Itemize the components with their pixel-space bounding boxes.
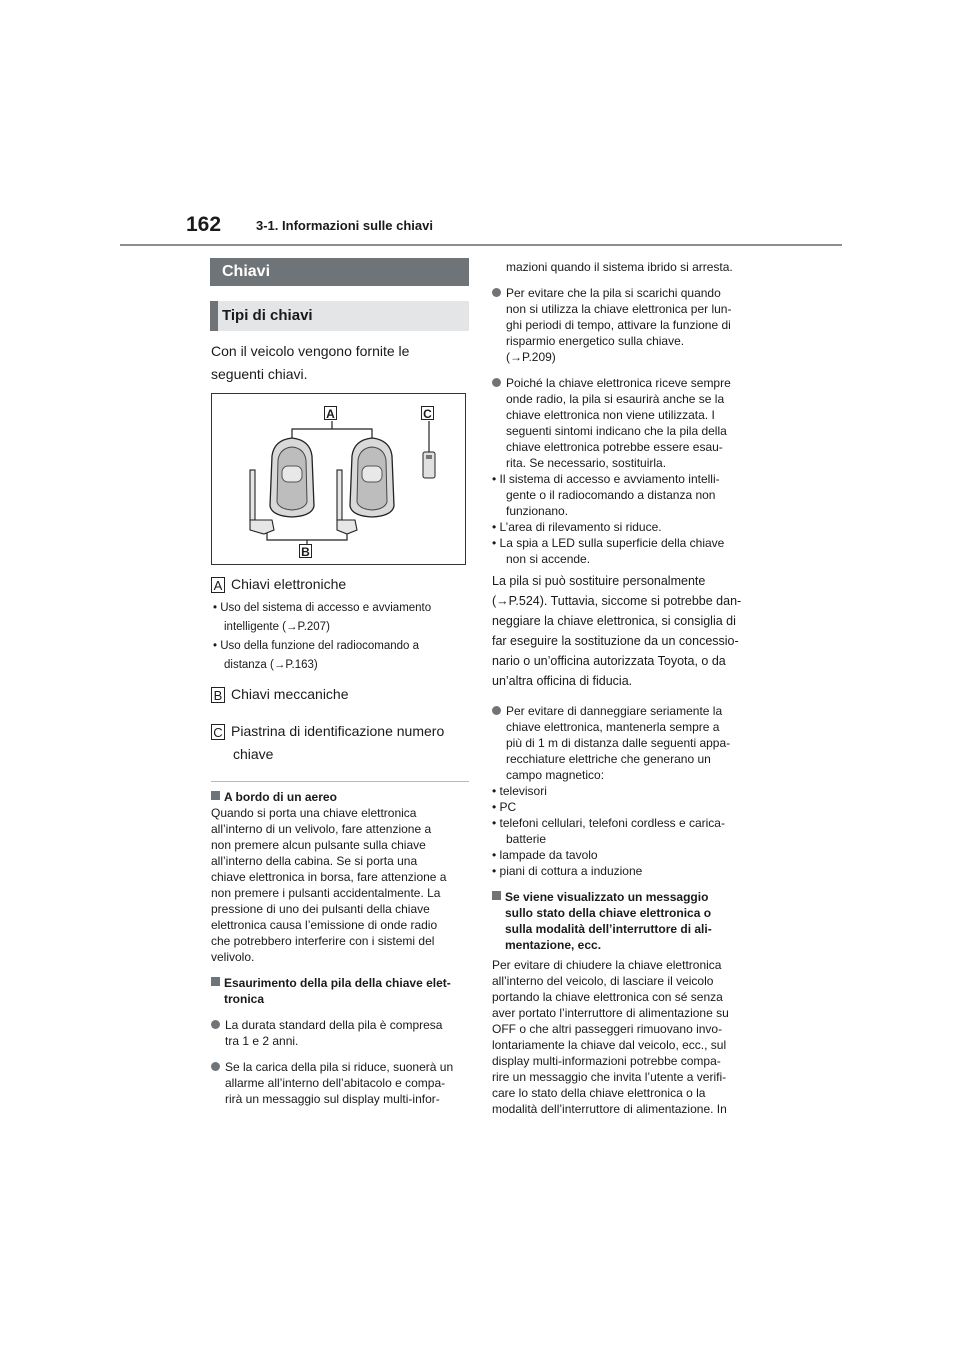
page-number: 162 xyxy=(186,213,222,236)
paragraph-messaggio: Per evitare di chiudere la chiave elettronica all’interno del veicolo, di lasciare il veicolo portando la chiave elettronica con sé senza aver portato l’interruttore di alimentazione su OFF o che altri passeggeri rimuovano invo- lontariamente la chiave dal veicolo, ecc., sul display multi-informazioni potrebbe compa- rire un messaggio che invita l’utente a verifi- care lo stato della chiave elettronica o la modalità dell’interruttore di alimentazione. In xyxy=(492,958,729,1116)
caption-b xyxy=(211,686,349,703)
intro-line: Con il veicolo vengono fornite le xyxy=(211,343,410,359)
list-item: • lampade da tavolo xyxy=(492,848,598,862)
list-item: • telefoni cellulari, telefoni cordless e carica- batterie xyxy=(492,816,725,846)
figure-label-b: B xyxy=(299,544,312,558)
caption-c-text-cont: chiave xyxy=(233,746,274,762)
list-item: • PC xyxy=(492,800,517,814)
square-bullet-icon xyxy=(492,891,501,900)
list-item: • La spia a LED sulla superficie della chiave non si accende. xyxy=(492,536,725,566)
subsection-title: Tipi di chiavi xyxy=(222,307,313,324)
caption-letter-a: A xyxy=(211,577,225,593)
divider xyxy=(211,781,469,782)
caption-letter-b: B xyxy=(211,687,225,703)
intro-text xyxy=(211,340,466,386)
heading-pila: Esaurimento della pila della chiave elet- tronica xyxy=(211,975,473,1007)
circle-bullet-icon xyxy=(492,706,501,715)
circle-bullet-icon xyxy=(211,1020,220,1029)
sintomi-list xyxy=(492,471,754,567)
figure-label-a: A xyxy=(324,406,337,420)
paragraph-aereo: Quando si porta una chiave elettronica all’interno di un velivolo, fare attenzione a non premere alcun pulsante sulla chiave all’interno della cabina. Se si porta una chiave elettronica in borsa, fare attenzione a non premere i pulsanti accidentalmente. La pressione di uno dei pulsanti della chiave elettronica causa l’emissione di onde radio che potrebbero interferire con i sistemi del velivolo. xyxy=(211,806,447,964)
item-durata: La durata standard della pila è compresa tra 1 e 2 anni. xyxy=(211,1017,473,1049)
intro-line: seguenti chiavi. xyxy=(211,366,308,382)
square-bullet-icon xyxy=(211,977,220,986)
bullet-line: • Uso della funzione del radiocomando a xyxy=(213,640,420,652)
caption-a xyxy=(211,576,346,593)
list-item: • Il sistema di accesso e avviamento intelli- gente o il radiocomando a distanza non funzionano. xyxy=(492,472,720,518)
caption-b-text: Chiavi meccaniche xyxy=(231,686,349,702)
list-item: • piani di cottura a induzione xyxy=(492,864,643,878)
circle-bullet-icon xyxy=(211,1062,220,1071)
section-title: 3-1. Informazioni sulle chiavi xyxy=(256,218,433,233)
item-danneggiare: Per evitare di danneggiare seriamente la chiave elettronica, mantenerla sempre a più di 1 m di distanza dalle seguenti appa- recchiature elettriche che generano un campo magnetico: xyxy=(492,703,754,783)
bullet-line: • Uso del sistema di accesso e avviamento xyxy=(213,602,432,614)
list-item: • L’area di rilevamento si riduce. xyxy=(492,520,662,534)
paragraph-sostituzione: La pila si può sostituire personalmente (→P.524). Tuttavia, siccome si potrebbe dan- neggiare la chiave elettronica, si consiglia di far eseguire la sostituzione da un concessio- nario o un’officina autorizzata Toyota, o da un’altra officina di fiducia. xyxy=(492,574,742,688)
apparecchi-list xyxy=(492,783,754,879)
key-fob-left-icon xyxy=(270,438,314,517)
key-fob-right-icon xyxy=(350,438,394,517)
left-column xyxy=(211,789,473,1107)
caption-letter-c: C xyxy=(211,724,225,740)
bullet-line: distanza (→P.163) xyxy=(224,659,318,671)
right-column xyxy=(492,259,754,1117)
heading-messaggio: Se viene visualizzato un messaggio sullo stato della chiave elettronica o sulla modalità dell’interruttore di ali- mentazione, ecc. xyxy=(492,889,754,953)
list-item: • televisori xyxy=(492,784,547,798)
subsection-title-box xyxy=(210,301,469,331)
square-bullet-icon xyxy=(211,791,220,800)
item-carica: Se la carica della pila si riduce, suonerà un allarme all’interno dell’abitacolo e compa- rirà un messaggio sul display multi-infor- xyxy=(211,1059,473,1107)
caption-a-bullets xyxy=(213,599,473,675)
caption-a-text: Chiavi elettroniche xyxy=(231,576,347,592)
subsection-accent-bar xyxy=(210,301,218,331)
item-poiche: Poiché la chiave elettronica riceve sempre onde radio, la pila si esaurirà anche se la chiave elettronica non viene utilizzata. I seguenti sintomi indicano che la pila della chiave elettronica potrebbe essere esau- rita. Se necessario, sostituirla. xyxy=(492,375,754,471)
keys-figure xyxy=(211,393,466,565)
continued-text: mazioni quando il sistema ibrido si arresta. xyxy=(506,260,733,274)
chapter-title: Chiavi xyxy=(210,258,469,286)
caption-c-text: Piastrina di identificazione numero xyxy=(231,723,445,739)
key-number-plate-icon xyxy=(423,452,435,478)
caption-c xyxy=(211,720,444,766)
bullet-line: intelligente (→P.207) xyxy=(224,621,330,633)
circle-bullet-icon xyxy=(492,288,501,297)
figure-label-c: C xyxy=(421,406,434,420)
item-evitare: Per evitare che la pila si scarichi quando non si utilizza la chiave elettronica per lun- ghi periodi di tempo, attivare la funzione di risparmio energetico sulla chiave. (→P.209) xyxy=(492,285,754,365)
circle-bullet-icon xyxy=(492,378,501,387)
heading-aereo: A bordo di un aereo xyxy=(211,789,473,805)
header-rule xyxy=(120,244,842,246)
